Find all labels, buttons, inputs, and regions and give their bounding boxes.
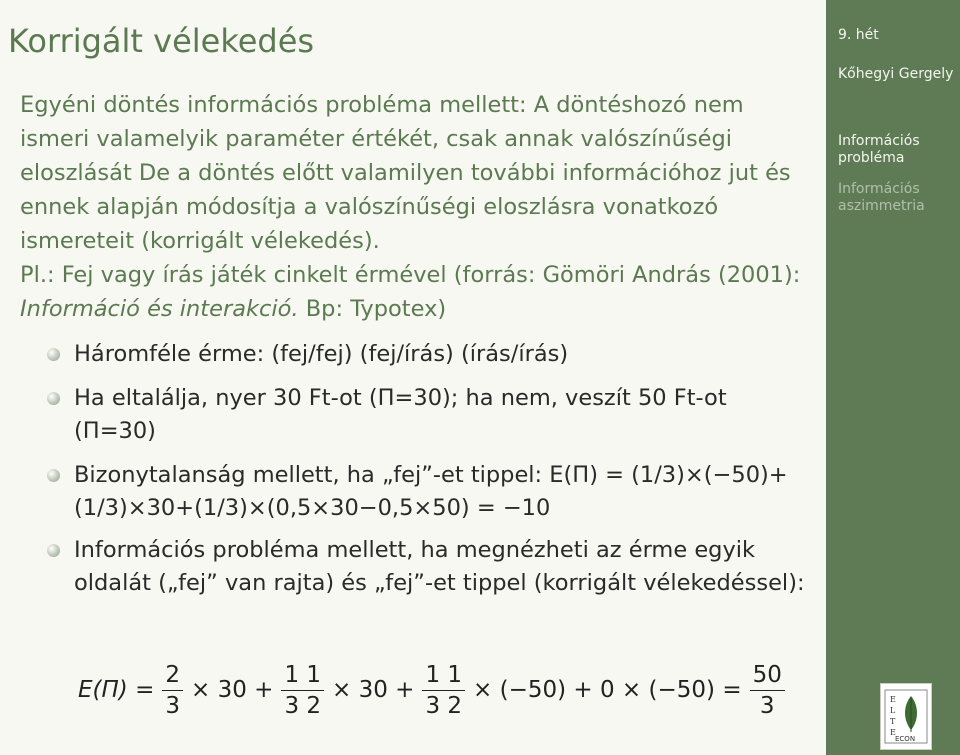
- formula-term: × 30 +: [332, 677, 415, 703]
- svg-text:E: E: [890, 695, 896, 704]
- logo-icon: [881, 684, 931, 749]
- list-item: Ha eltalálja, nyer 30 Ft-ot (Π=30); ha nem, veszít 50 Ft-ot (Π=30): [74, 385, 727, 444]
- svg-text:ECON: ECON: [895, 735, 916, 743]
- fraction: $\frac{2}{3}$: [162, 660, 183, 721]
- sidebar-author[interactable]: Kőhegyi Gergely: [838, 66, 954, 82]
- svg-text:T: T: [890, 717, 896, 726]
- sidebar-item-informacios-problema[interactable]: Információs probléma: [838, 133, 920, 166]
- list-item: Háromféle érme: (fej/fej) (fej/írás) (írás/írás): [74, 341, 569, 367]
- list-item: Információs probléma mellett, ha megnézheti az érme egyik oldalát („fej” van rajta) és „fej”-et tippel (korrigált vélekedéssel):: [74, 537, 805, 596]
- intro-paragraph-2: [20, 258, 810, 326]
- bullet-icon: [47, 469, 60, 482]
- bullet-icon: [47, 348, 60, 361]
- sidebar-week[interactable]: 9. hét: [838, 27, 879, 43]
- intro-text: [20, 88, 810, 326]
- navigation-sidebar: [826, 0, 960, 755]
- fraction: $\frac{1 1}{3 2}$: [281, 660, 324, 721]
- formula-term: × 30 +: [191, 677, 274, 703]
- sidebar-item-informacios-aszimmetria[interactable]: Információs aszimmetria: [838, 181, 925, 214]
- slide-title: Korrigált vélekedés: [8, 22, 315, 60]
- example-text: Pl.: Fej vagy írás játék cinkelt érmével (forrás: Gömöri András (2001):: [20, 262, 801, 288]
- svg-text:L: L: [890, 706, 896, 715]
- fraction: $\frac{50}{3}$: [750, 660, 785, 721]
- bullet-icon: [47, 544, 60, 557]
- intro-paragraph-1: Egyéni döntés információs probléma mellett: A döntéshozó nem ismeri valamelyik paraméter értékét, csak annak valószínűségi eloszlását De a döntés előtt valamilyen további információhoz jut és ennek alapján módosítja a valószínűségi eloszlásra vonatkozó ismereteit (korrigált vélekedés).: [20, 92, 791, 254]
- book-title: Információ és interakció.: [20, 296, 299, 322]
- list-item: Bizonytalanság mellett, ha „fej”-et tippel: E(Π) = (1/3)×(−50)+(1/3)×30+(1/3)×(0,5×30−0,5×50) = −10: [74, 462, 788, 521]
- formula-term: × (−50) + 0 × (−50) =: [473, 677, 742, 703]
- expected-value-formula: [74, 655, 789, 725]
- bullet-icon: [47, 392, 60, 405]
- fraction: $\frac{1 1}{3 2}$: [422, 660, 465, 721]
- svg-text:E: E: [890, 728, 896, 737]
- elte-econ-logo: [880, 683, 932, 750]
- publisher-text: Bp: Typotex): [298, 296, 447, 322]
- formula-lhs: E(Π) =: [78, 677, 155, 703]
